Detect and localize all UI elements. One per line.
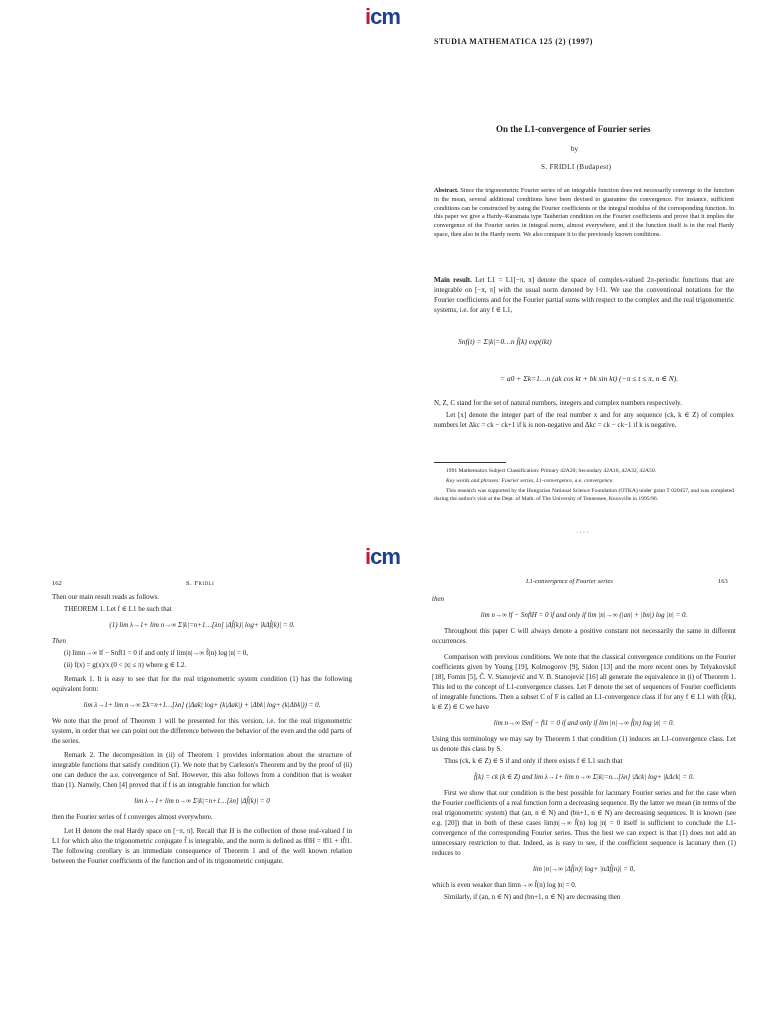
section-comparison: Comparison with previous conditions. We note that the classical convergence conditions on the Fourier coefficients given by Young [19], Kolmogorov [9], Sidon [13] and the more recent ones by Telyakovskiĭ [18], Fomin [5], Č. V. Stanojević and V. B. Stanojević [16] all generate the equivalence in (i) of Theorem 1. This led to the concept of L1-convergence classes. Let F denote the set of sequences of Fourier coefficients of integrable functions. Then a subset C of F is called an L1-convergence class if for any f ∈ L1 with (f̂(k), k ∈ Z) ∈ C we have <box>432 653 736 711</box>
left-running-header: S. Fridli <box>186 580 215 587</box>
paragraph: Thus (ck, k ∈ Z) ∈ S if and only if there exists f ∈ L1 such that <box>444 757 623 765</box>
right-page-number: 163 <box>718 578 728 585</box>
equation-condition-1: (1) lim λ→1+ lim n→∞ Σ|k|=n+1…[λn] |Δf̂(k)| log+ |kΔf̂(k)| = 0. <box>109 621 295 629</box>
remark: Remark 1. It is easy to see that for the real trigonometric system condition (1) has the following equivalent form: <box>52 675 352 693</box>
paragraph: which is even weaker than limn→∞ f̂(n) log |n| = 0. <box>432 881 577 889</box>
theorem-item: (i) limn→∞ ‖f − Snf‖1 = 0 if and only if lim|n|→∞ f̂(n) log |n| = 0, <box>64 649 248 657</box>
paragraph: Throughout this paper C will always denote a positive constant not necessarily the same in different occurrences. <box>432 627 736 645</box>
footnote-rule <box>434 462 506 463</box>
notation-paragraph: Let [x] denote the integer part of the real number x and for any sequence (ck, k ∈ Z) of complex numbers let Δkc = ck − ck+1 if k is non-negative and Δkc = ck − ck−1 if k is negative. <box>434 411 734 429</box>
paragraph: Then <box>52 637 66 645</box>
paragraph: We note that the proof of Theorem 1 will be presented for this version, i.e. for the real trigonometric system, in order that we can point out the difference between the behavior of the even and the odd parts of the series. <box>52 717 352 745</box>
equation-s-class: f̂(k) = ck (k ∈ Z) and lim λ→1+ lim n→∞ Σ|k|=n…[λn] |Δck| log+ |kΔck| = 0. <box>473 773 695 781</box>
journal-header: STUDIA MATHEMATICA 125 (2) (1997) <box>434 37 593 46</box>
abstract-label: Abstract. <box>434 187 459 194</box>
equation-hardy: lim n→∞ ‖f − Snf‖H = 0 if and only if lim |n|→∞ (|an| + |bn|) log |n| = 0. <box>480 611 688 619</box>
equation-partial-sum: Snf(t) = Σ|k|=0…n f̂(k) exp(ikt) <box>458 337 552 346</box>
footnote: 1991 Mathematics Subject Classification: Primary 42A20; Secondary 42A16, 42A32, 42A50. <box>446 468 657 474</box>
equation-real-form: lim λ→1+ lim n→∞ Σk=n+1…[λn] (|Δak| log+ (k|Δak|) + |Δbk| log+ (k|Δbk|)) = 0. <box>83 701 321 709</box>
main-result <box>434 275 734 315</box>
footnote: Key words and phrases: Fourier series, L1-convergence, a.e. convergence. <box>446 478 614 484</box>
paragraph: then <box>432 595 445 603</box>
equation-chen: lim λ→1+ lim n→∞ Σ|k|=n+1…[λn] |Δf̂(k)| = 0 <box>134 797 270 805</box>
equation-class: lim n→∞ ‖Snf − f‖1 = 0 if and only if lim |n|→∞ f̂(n) log |n| = 0. <box>493 719 675 727</box>
remark: Remark 2. The decomposition in (ii) of Theorem 1 provides information about the structure of integrable functions that satisfy condition (1). We note that by Carleson's Theorem and by the proof of (ii) one can deduce the a.e. convergence of Snf. However, this also follows from a condition that is weaker than (1). Namely, Chen [4] proved that if f is an integrable function for which <box>52 751 352 789</box>
page-dots: · · · · <box>576 530 589 536</box>
footnotes <box>434 467 734 505</box>
paper-title: On the L1-convergence of Fourier series <box>496 124 651 134</box>
left-page-number: 162 <box>52 580 62 587</box>
paragraph: Similarly, if (an, n ∈ N) and (bn+1, n ∈ N) are decreasing then <box>444 893 621 901</box>
notation-paragraph: N, Z, C stand for the set of natural numbers, integers and complex numbers respectively. <box>434 399 682 407</box>
right-page-column <box>432 594 736 904</box>
publisher-logo: icm <box>365 544 400 569</box>
abstract <box>434 187 734 240</box>
theorem-item: (ii) f(x) = g(x)/x (0 < |x| ≤ π) where g ∈ L2. <box>64 661 187 669</box>
equation-lacunary: lim |n|→∞ |Δf̂(n)| log+ |nΔf̂(n)| = 0, <box>532 865 636 873</box>
paragraph: First we show that our condition is the best possible for lacunary Fourier series and for the case when the Fourier coefficients of a real function form a decreasing sequence. By the latter we mean (in terms of the real trigonometric system) that (an, n ∈ N) and (bn+1, n ∈ N) are decreasing sequences. It is known (see e.g. [20]) that in both of these cases lim|n|→∞ f̂(n) log |n| = 0 itself is sufficient to conclude the L1-convergence of the corresponding Fourier series. Thus the best we can expect is that (1) does not add an unnecessary restriction to that. Indeed, as is easy to see, if the coefficient sequence is lacunary then (1) reduces to <box>432 789 736 857</box>
left-page-column <box>52 592 352 868</box>
main-result-text: Let L1 = L1[−π, π] denote the space of complex-valued 2π-periodic functions that are integrable on [−π, π] with the usual norm denoted by ‖·‖1. We use the conventional notations for the Fourier coefficients and for the Fourier partial sums with respect to the complex and the real trigonometric systems, i.e. for any f ∈ L1, <box>434 276 734 314</box>
paragraph: Then our main result reads as follows. <box>52 593 160 601</box>
paragraph: then the Fourier series of f converges almost everywhere. <box>52 813 213 821</box>
footnote: This research was supported by the Hungarian National Science Foundation (OTKA) under grant T 020457, and was completed during the author's visit at the Dept. of Math. of The University of Tennessee, Knoxville in 1995/96. <box>434 488 734 502</box>
abstract-text: Since the trigonometric Fourier series of an integrable function does not necessarily converge to the function in the mean, several additional conditions have been devised to guarantee the convergence. For instance, sufficient conditions can be constructed by using the Fourier coefficients or the integral modulus of the corresponding function. In this paper we give a Hardy–Karamata type Tauberian condition on the Fourier coefficients and prove that it implies the convergence of the Fourier series in integral norm, almost everywhere, and if the function itself is in the real Hardy space, then also in the Hardy norm. We also compare it to the previously known conditions. <box>434 187 734 238</box>
publisher-logo: icm <box>365 4 400 29</box>
right-running-header: L1-convergence of Fourier series <box>526 578 613 585</box>
main-result-label: Main result. <box>434 276 472 284</box>
by-line: by <box>571 145 578 153</box>
equation-real-sum: = a0 + Σk=1…n (ak cos kt + bk sin kt) (−π ≤ t ≤ π, n ∈ N). <box>500 374 679 383</box>
theorem-statement: THEOREM 1. Let f ∈ L1 be such that <box>64 605 172 613</box>
notation-text <box>434 398 734 432</box>
paragraph: Let H denote the real Hardy space on [−π, π]. Recall that H is the collection of those real-valued f in L1 for which also the trigonometric conjugate f̃ is integrable, and the norm is defined as ‖f‖H = ‖f‖1 + ‖f̃‖1. The following corollary is an immediate consequence of Theorem 1 and of the well known relation between the Fourier coefficients of the function and of its trigonometric conjugate. <box>52 827 352 865</box>
author-line: S. FRIDLI (Budapest) <box>541 163 612 171</box>
paragraph: Using this terminology we may say by Theorem 1 that condition (1) induces an L1-convergence class. Let us denote this class by S. <box>432 735 736 753</box>
